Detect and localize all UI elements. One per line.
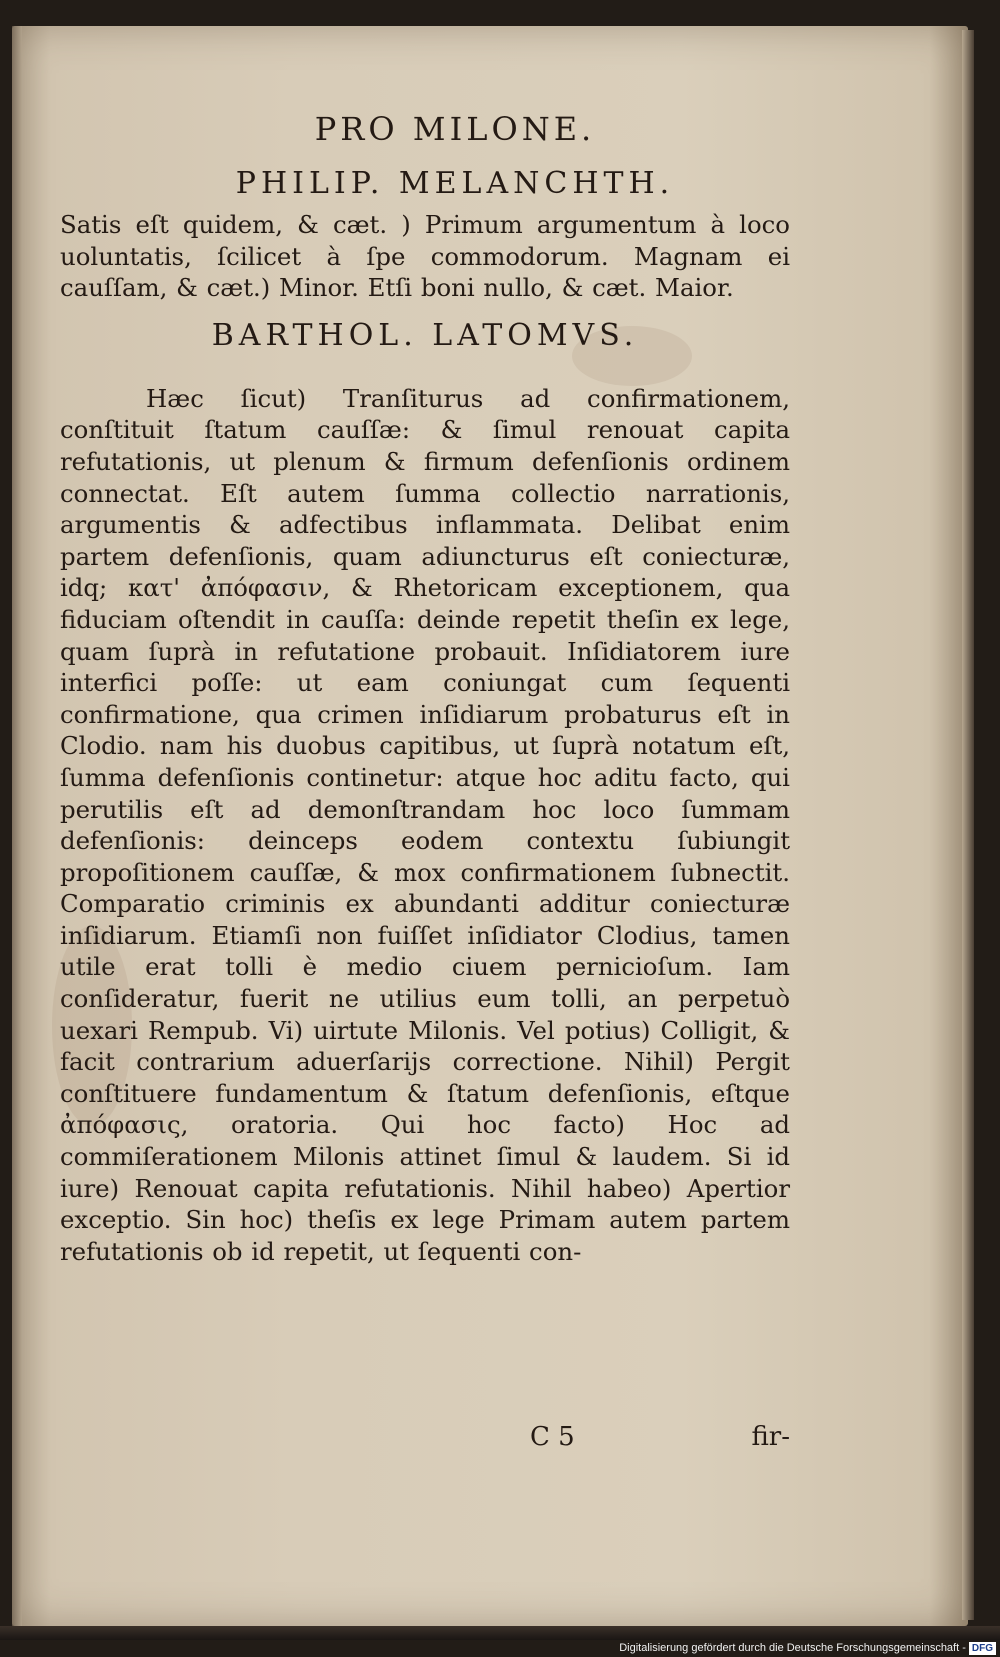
page-spine-edge [12,26,22,1626]
page-footer [60,1422,790,1456]
page-title: PRO MILONE. [314,110,596,148]
signature-mark: C 5 [530,1422,575,1452]
scan-bottom-band [0,1626,1000,1640]
page-right-edge [962,30,974,1620]
page-text-block [60,110,790,1267]
section-heading-melanchthon: PHILIP. MELANCHTH. [235,166,675,201]
section-heading-latomus: BARTHOL. LATOMVS. [211,317,639,353]
digitization-notice [600,1640,996,1657]
dfg-logo: DFG [969,1642,996,1655]
digitization-notice-text: Digitalisierung gefördert durch die Deutsche Forschungsgemeinschaft - [619,1642,966,1654]
section-text-latomus: Hæc ſicut) Tranſiturus ad confirmationem, conſtituit ſtatum cauſſæ: & ſimul renouat capita refutationis, ut plenum & firmum defenſionis ordinem connectat. Eſt autem ſumma collectio narrationis, argumentis & adfectibus inflammata. Delibat enim partem defenſionis, quam adiuncturus eſt coniecturæ, idq; κατ' ἀπόφασιν, & Rhetoricam exceptionem, qua fiduciam oſtendit in cauſſa: deinde repetit theſin ex lege, quam ſuprà in refutatione probauit. Inſidiatorem iure interfici poſſe: ut eam coniungat cum ſequenti confirmatione, qua crimen inſidiarum probaturus eſt in Clodio. nam his duobus capitibus, ut ſuprà notatum eſt, ſumma defenſionis continetur: atque hoc aditu facto, qui perutilis eſt ad demonſtrandam hoc loco ſummam defenſionis: deinceps eodem contextu ſubiungit propoſitionem cauſſæ, & mox confirmationem ſubnectit. Comparatio criminis ex abundanti additur coniecturæ inſidiarum. Etiamſi non fuiſſet inſidiator Clodius, tamen utile erat tolli è medio ciuem pernicioſum. Iam conſideratur, fuerit ne utilius eum tolli, an perpetuò uexari Rempub. Vi) uirtute Milonis. Vel potius) Colligit, & facit contrarium aduerſarijs correctione. Nihil) Pergit conſtituere fundamentum & ſtatum defenſionis, eſtque ἀπόφασις, oratoria. Qui hoc facto) Hoc ad commiſerationem Milonis attinet ſimul & laudem. Si id iure) Renouat capita refutationis. Nihil habeo) Apertior exceptio. Sin hoc) theſis ex lege Primam autem partem refutationis ob id repetit, ut ſequenti con- [60,383,790,1266]
catchword: fir- [751,1422,790,1452]
section-text-melanchthon: Satis eſt quidem, & cæt. ) Primum argumentum à loco uoluntatis, ſcilicet à ſpe commodorum. Magnam ei cauſſam, & cæt.) Minor. Etſi boni nullo, & cæt. Maior. [60,210,790,303]
